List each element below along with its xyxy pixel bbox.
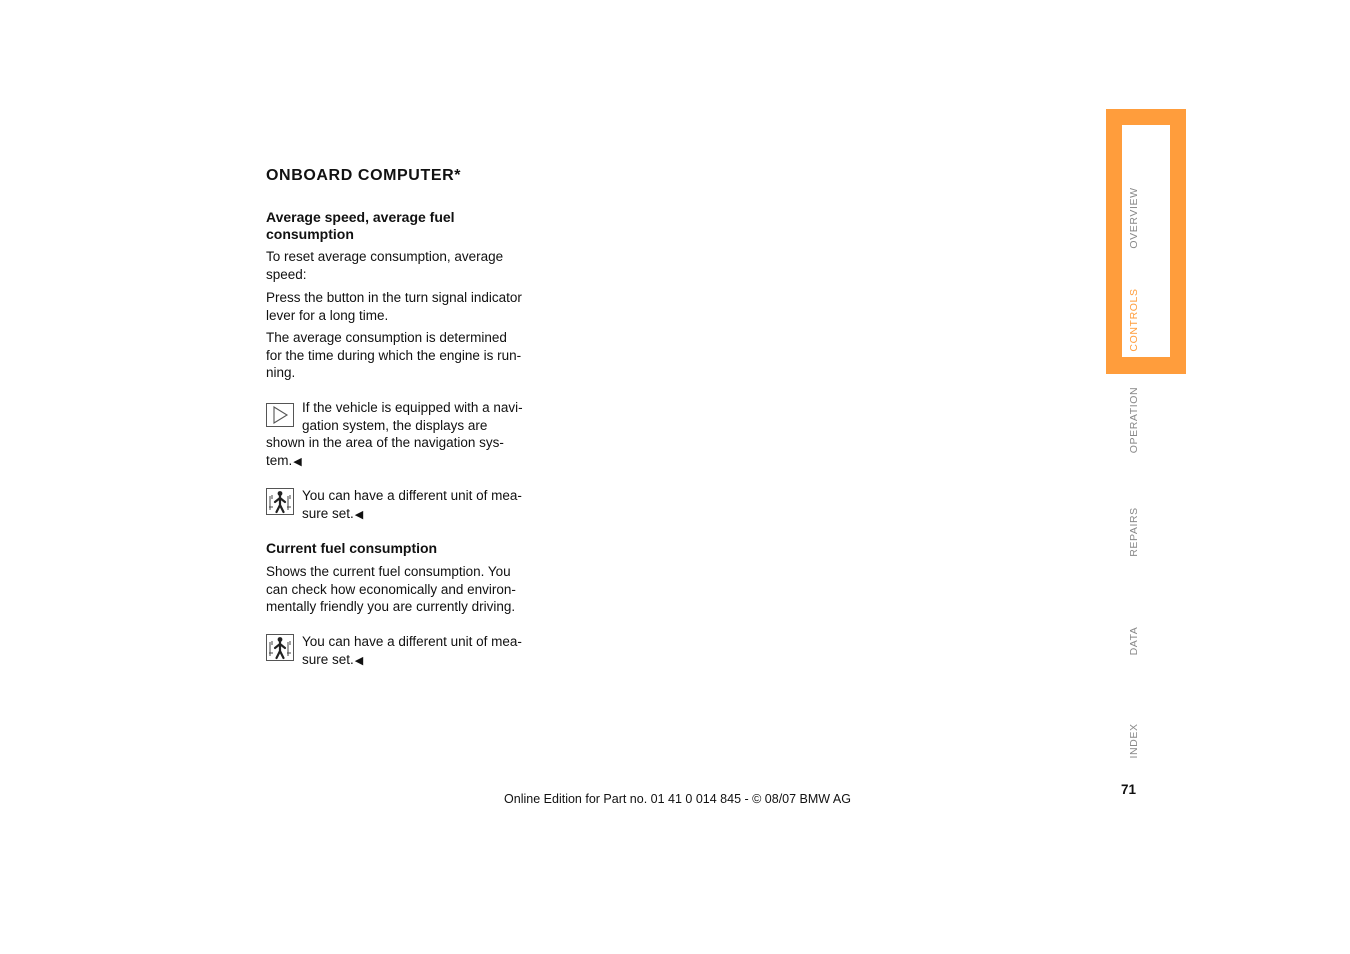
tab-operation[interactable]: OPERATION bbox=[1128, 386, 1140, 454]
end-marker-icon: ◀ bbox=[293, 455, 302, 468]
note-unit-of-measure bbox=[266, 633, 538, 670]
worker-figure-icon bbox=[266, 633, 294, 661]
end-marker-icon: ◀ bbox=[354, 508, 364, 521]
tab-index[interactable]: INDEX bbox=[1128, 723, 1140, 759]
text-line: You can have a different unit of mea- bbox=[302, 634, 522, 649]
subheading-line: consumption bbox=[266, 226, 354, 242]
paragraph-reset bbox=[266, 248, 538, 283]
paragraph-press-button bbox=[266, 289, 538, 324]
text-line: ning. bbox=[266, 365, 296, 380]
tab-data[interactable]: DATA bbox=[1128, 626, 1140, 656]
text-line: speed: bbox=[266, 266, 307, 282]
text-line: gation system, the displays are bbox=[302, 417, 488, 433]
note-navigation bbox=[266, 399, 538, 471]
text-line-with-end-marker bbox=[266, 505, 538, 525]
text-line: sure set. bbox=[302, 651, 354, 667]
text-line: Shows the current fuel consumption. You bbox=[266, 564, 511, 579]
play-triangle-icon bbox=[266, 399, 294, 427]
text-line: mentally friendly you are currently driving. bbox=[266, 599, 516, 614]
text-line: shown in the area of the navigation sys- bbox=[266, 435, 504, 450]
text-line: If the vehicle is equipped with a navi- bbox=[302, 400, 523, 415]
paragraph-average-consumption bbox=[266, 329, 538, 382]
text-line: You can have a different unit of mea- bbox=[302, 488, 522, 503]
text-line: To reset average consumption, average bbox=[266, 249, 504, 264]
text-line: for the time during which the engine is run- bbox=[266, 347, 522, 363]
note-unit-of-measure bbox=[266, 487, 538, 524]
subheading-average-speed bbox=[266, 209, 536, 243]
worker-figure-icon bbox=[266, 487, 294, 515]
text-line: The average consumption is determined bbox=[266, 330, 507, 345]
text-line-with-end-marker bbox=[266, 452, 538, 472]
paragraph-current-fuel bbox=[266, 563, 538, 616]
footer-edition: Online Edition for Part no. 01 41 0 014 845 - © 08/07 BMW AG bbox=[504, 792, 851, 806]
text-line: lever for a long time. bbox=[266, 307, 389, 323]
text-line: can check how economically and environ- bbox=[266, 581, 516, 597]
tab-overview[interactable]: OVERVIEW bbox=[1128, 187, 1140, 249]
tab-repairs[interactable]: REPAIRS bbox=[1128, 507, 1140, 557]
text-line: sure set. bbox=[302, 505, 354, 521]
text-line-with-end-marker bbox=[266, 651, 538, 671]
page-number: 71 bbox=[1121, 782, 1137, 797]
text-line: Press the button in the turn signal indicator bbox=[266, 290, 522, 305]
end-marker-icon: ◀ bbox=[354, 654, 364, 667]
text-line: tem. bbox=[266, 452, 293, 468]
section-title: ONBOARD COMPUTER* bbox=[266, 167, 462, 184]
subheading-current-fuel: Current fuel consumption bbox=[266, 540, 438, 556]
subheading-line: Average speed, average fuel bbox=[266, 209, 455, 225]
tab-controls[interactable]: CONTROLS bbox=[1128, 288, 1140, 352]
